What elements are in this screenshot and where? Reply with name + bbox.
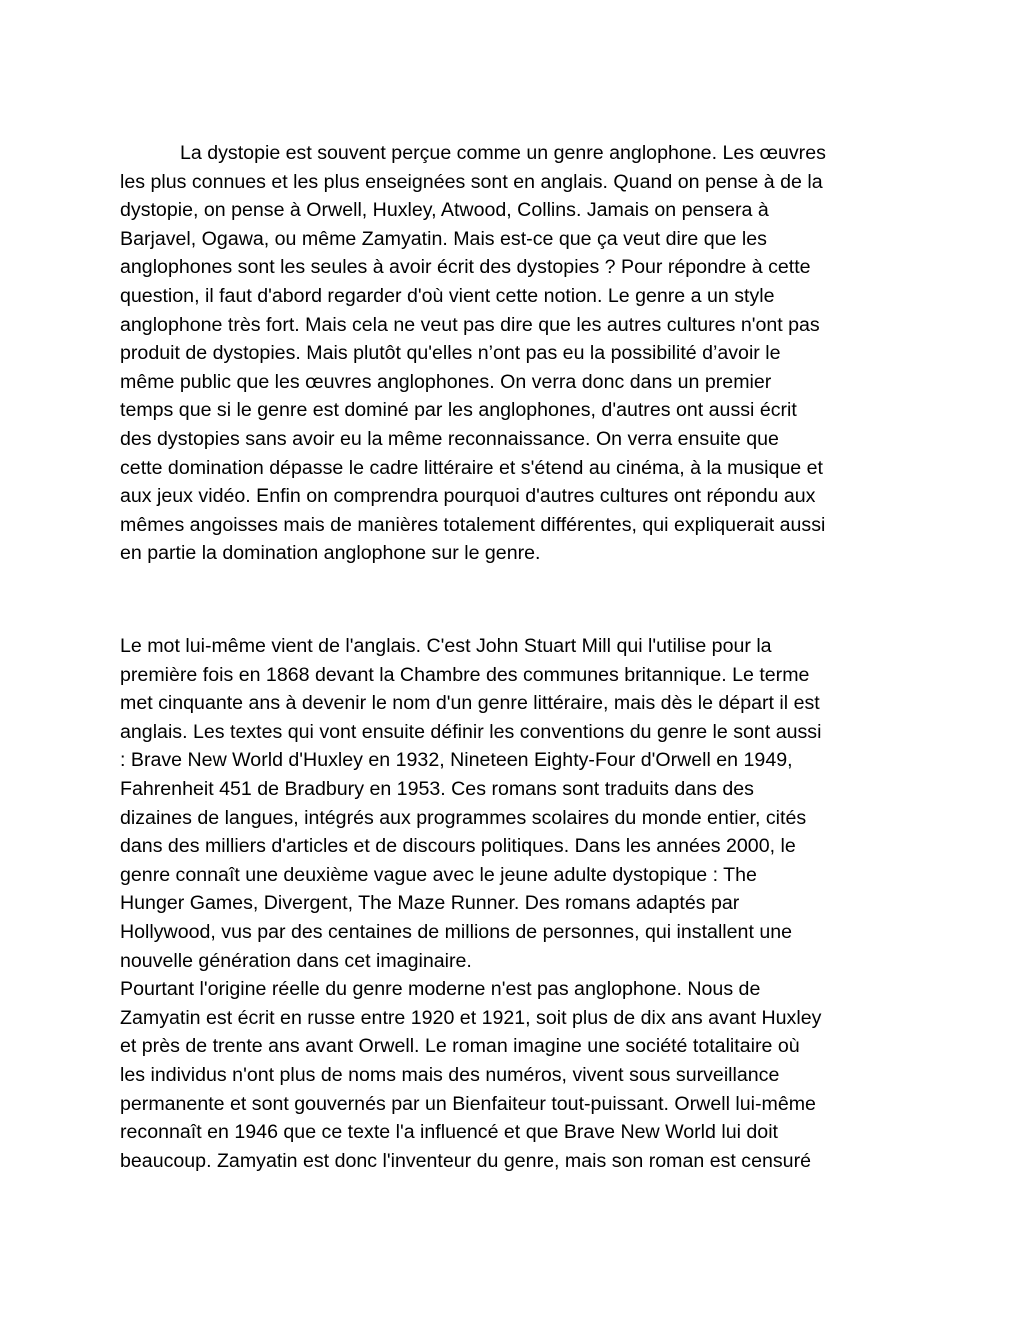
paragraph-line: Pourtant l'origine réelle du genre moderne n'est pas anglophone. Nous de [120, 978, 761, 1001]
paragraph-line: produit de dystopies. Mais plutôt qu'elles n’ont pas eu la possibilité d’avoir le [120, 342, 781, 365]
paragraph-line: dizaines de langues, intégrés aux programmes scolaires du monde entier, cités [120, 806, 807, 829]
paragraph-line: genre connaît une deuxième vague avec le jeune adulte dystopique : The [120, 863, 757, 886]
paragraph-line: des dystopies sans avoir eu la même reconnaissance. On verra ensuite que [120, 427, 779, 450]
paragraph-origins [120, 632, 910, 1175]
paragraph-line: dans des milliers d'articles et de discours politiques. Dans les années 2000, le [120, 835, 796, 858]
paragraph-line: beaucoup. Zamyatin est donc l'inventeur du genre, mais son roman est censuré [120, 1149, 811, 1172]
paragraph-line: reconnaît en 1946 que ce texte l'a influencé et que Brave New World lui doit [120, 1121, 778, 1144]
paragraph-line: première fois en 1868 devant la Chambre des communes britannique. Le terme [120, 663, 810, 686]
paragraph-line: Hollywood, vus par des centaines de millions de personnes, qui installent une [120, 920, 793, 943]
paragraph-line: Le mot lui-même vient de l'anglais. C'est John Stuart Mill qui l'utilise pour la [120, 635, 772, 657]
paragraph-line: Barjavel, Ogawa, ou même Zamyatin. Mais est-ce que ça veut dire que les [120, 227, 767, 250]
paragraph-line: les individus n'ont plus de noms mais des numéros, vivent sous surveillance [120, 1063, 780, 1086]
paragraph-line: aux jeux vidéo. Enfin on comprendra pourquoi d'autres cultures ont répondu aux [120, 485, 816, 508]
paragraph-line: anglais. Les textes qui vont ensuite définir les conventions du genre le sont aussi [120, 720, 822, 743]
paragraph-introduction [120, 139, 910, 568]
paragraph-line: permanente et sont gouvernés par un Bienfaiteur tout-puissant. Orwell lui-même [120, 1092, 816, 1115]
paragraph-line: : Brave New World d'Huxley en 1932, Nineteen Eighty-Four d'Orwell en 1949, [120, 749, 793, 772]
paragraph-line: nouvelle génération dans cet imaginaire. [120, 949, 472, 972]
paragraph-line: anglophones sont les seules à avoir écrit des dystopies ? Pour répondre à cette [120, 256, 811, 279]
paragraph-line: et près de trente ans avant Orwell. Le roman imagine une société totalitaire où [120, 1035, 800, 1058]
paragraph-line: les plus connues et les plus enseignées sont en anglais. Quand on pense à de la [120, 170, 823, 193]
paragraph-line: question, il faut d'abord regarder d'où vient cette notion. Le genre a un style [120, 284, 775, 307]
paragraph-line: Fahrenheit 451 de Bradbury en 1953. Ces romans sont traduits dans des [120, 777, 754, 800]
paragraph-line: même public que les œuvres anglophones. On verra donc dans un premier [120, 370, 772, 393]
paragraph-line: en partie la domination anglophone sur le genre. [120, 542, 541, 565]
paragraph-line: temps que si le genre est dominé par les anglophones, d'autres ont aussi écrit [120, 399, 797, 422]
paragraph-line: dystopie, on pense à Orwell, Huxley, Atwood, Collins. Jamais on pensera à [120, 199, 769, 222]
paragraph-line: anglophone très fort. Mais cela ne veut pas dire que les autres cultures n'ont pas [120, 313, 820, 336]
paragraph-line: met cinquante ans à devenir le nom d'un genre littéraire, mais dès le départ il est [120, 692, 820, 715]
paragraph-line: cette domination dépasse le cadre littéraire et s'étend au cinéma, à la musique et [120, 456, 823, 479]
paragraph-line: Zamyatin est écrit en russe entre 1920 et 1921, soit plus de dix ans avant Huxley [120, 1006, 822, 1029]
paragraph-line: mêmes angoisses mais de manières totalement différentes, qui expliquerait aussi [120, 513, 826, 536]
paragraph-line: Hunger Games, Divergent, The Maze Runner. Des romans adaptés par [120, 892, 740, 915]
paragraph-line: La dystopie est souvent perçue comme un genre anglophone. Les œuvres [180, 142, 826, 164]
